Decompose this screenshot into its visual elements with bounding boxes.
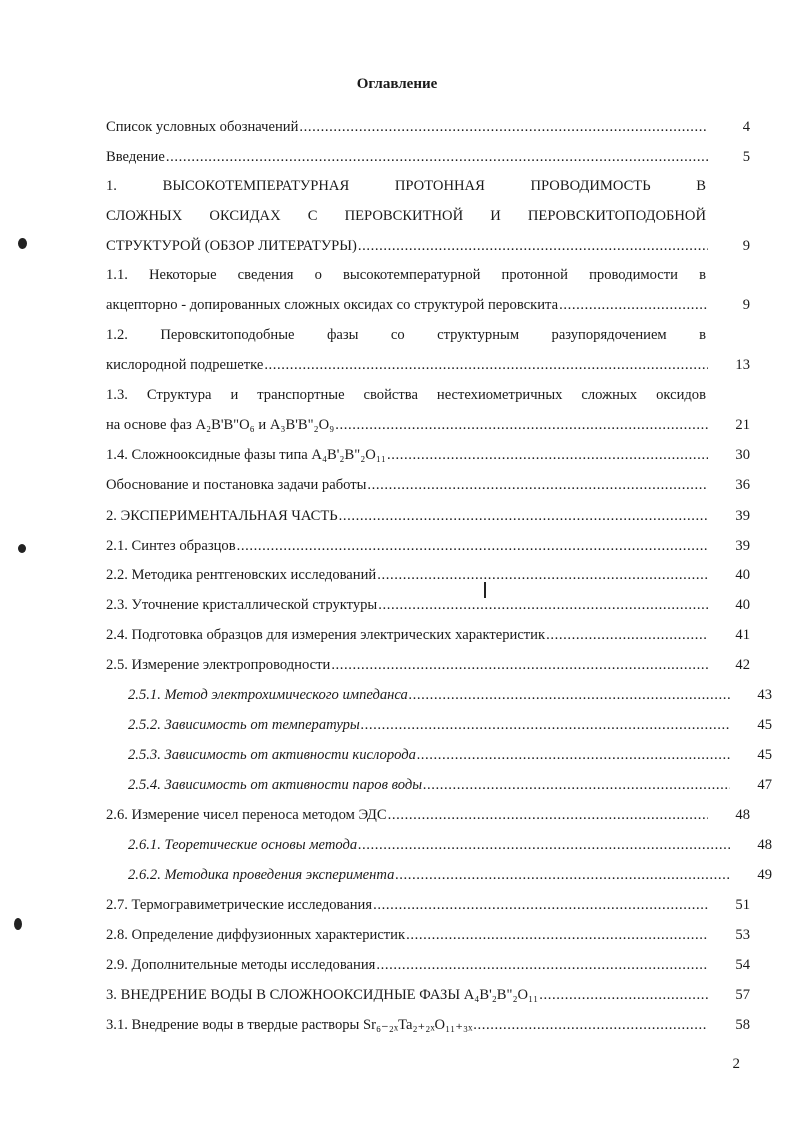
toc-entry-page: 21 bbox=[735, 417, 750, 433]
toc-subentry[interactable] bbox=[106, 770, 772, 800]
toc-entry-title: 2.5.4. Зависимость от активности паров воды bbox=[128, 777, 423, 793]
toc-entry-title: 2.7. Термогравиметрические исследования bbox=[106, 897, 373, 913]
page-title: Оглавление bbox=[356, 76, 438, 92]
toc-entry-page: 49 bbox=[757, 867, 772, 883]
leader-dots bbox=[388, 800, 708, 830]
toc-entry-title: Обоснование и постановка задачи работы bbox=[106, 477, 367, 493]
toc-entry-page: 9 bbox=[742, 297, 750, 313]
toc-entry-title: на основе фаз A₂B'B"O₆ и A₃B'B"₂O₉ bbox=[106, 417, 335, 433]
toc-entry-page: 40 bbox=[735, 567, 750, 583]
toc-subentry[interactable] bbox=[106, 710, 772, 740]
leader-dots bbox=[387, 440, 708, 470]
leader-dots bbox=[299, 112, 708, 142]
toc-entry-page: 9 bbox=[742, 238, 750, 254]
toc-entry[interactable] bbox=[106, 142, 750, 172]
toc-entry-title: 2.2. Методика рентгеновских исследований bbox=[106, 567, 377, 583]
toc-entry-title: акцепторно - допированных сложных оксидах со структурой перовскита bbox=[106, 297, 559, 313]
toc-entry-page: 54 bbox=[735, 957, 750, 973]
toc-entry-page: 36 bbox=[735, 477, 750, 493]
page-number: 2 bbox=[732, 1056, 740, 1072]
toc-entry-title: 2.4. Подготовка образцов для измерения электрических характеристик bbox=[106, 627, 546, 643]
toc-entry-page: 42 bbox=[735, 657, 750, 673]
toc-entry[interactable] bbox=[106, 440, 750, 470]
toc-entry[interactable] bbox=[106, 890, 750, 920]
scan-speck bbox=[18, 544, 26, 553]
leader-dots bbox=[237, 531, 708, 561]
leader-dots bbox=[376, 950, 708, 980]
toc-entry-page: 4 bbox=[742, 119, 750, 135]
leader-dots bbox=[378, 590, 708, 620]
leader-dots bbox=[335, 410, 708, 440]
toc-entry-title: Введение bbox=[106, 149, 165, 165]
leader-dots bbox=[166, 142, 708, 172]
toc-entry-title: 2.3. Уточнение кристаллической структуры bbox=[106, 597, 378, 613]
toc-entry-title: 2.5.1. Метод электрохимического импеданса bbox=[128, 687, 408, 703]
toc-entry-line: СЛОЖНЫХ ОКСИДАХ С ПЕРОВСКИТНОЙ И ПЕРОВСКИТОПОДОБНОЙ bbox=[106, 208, 706, 224]
leader-dots bbox=[539, 980, 708, 1010]
toc-entry[interactable] bbox=[106, 590, 750, 620]
toc-entry-chapter-1[interactable] bbox=[106, 171, 750, 261]
leader-dots bbox=[358, 231, 708, 261]
toc-entry[interactable] bbox=[106, 950, 750, 980]
toc-entry-page: 13 bbox=[735, 357, 750, 373]
scan-speck bbox=[18, 238, 27, 249]
toc-entry-title: СТРУКТУРОЙ (ОБЗОР ЛИТЕРАТУРЫ) bbox=[106, 238, 357, 254]
toc-entry[interactable] bbox=[106, 470, 750, 500]
toc-entry-page: 53 bbox=[735, 927, 750, 943]
toc-entry-title: 2.5. Измерение электропроводности bbox=[106, 657, 331, 673]
leader-dots bbox=[373, 890, 708, 920]
leader-dots bbox=[331, 650, 708, 680]
scan-speck bbox=[484, 582, 486, 598]
toc-entry-page: 40 bbox=[735, 597, 750, 613]
toc-entry[interactable] bbox=[106, 650, 750, 680]
leader-dots bbox=[409, 680, 730, 710]
toc-entry-title: 2.6.2. Методика проведения эксперимента bbox=[128, 867, 395, 883]
leader-dots bbox=[406, 920, 708, 950]
leader-dots bbox=[559, 290, 708, 320]
toc-entry-title: 2.9. Дополнительные методы исследования bbox=[106, 957, 376, 973]
toc-entry-page: 48 bbox=[757, 837, 772, 853]
scan-speck bbox=[14, 918, 22, 930]
leader-dots bbox=[423, 770, 730, 800]
toc-entry-page: 30 bbox=[735, 447, 750, 463]
leader-dots bbox=[358, 830, 730, 860]
toc-entry[interactable] bbox=[106, 112, 750, 142]
toc-subentry[interactable] bbox=[106, 830, 772, 860]
toc-subentry[interactable] bbox=[106, 680, 772, 710]
toc-entry[interactable] bbox=[106, 920, 750, 950]
toc-entry-title: кислородной подрешетке bbox=[106, 357, 264, 373]
toc-entry-title: 2.8. Определение диффузионных характеристик bbox=[106, 927, 406, 943]
toc-entry[interactable] bbox=[106, 380, 750, 440]
toc-entry-title: 2.6.1. Теоретические основы метода bbox=[128, 837, 358, 853]
toc-entry-page: 43 bbox=[757, 687, 772, 703]
toc-entry-line: 1.1. Некоторые сведения о высокотемпературной протонной проводимости в bbox=[106, 267, 706, 283]
toc-entry-title: 1.4. Сложнооксидные фазы типа A₄B'₂B"₂O₁₁ bbox=[106, 447, 387, 463]
toc-entry-page: 57 bbox=[735, 987, 750, 1003]
toc-entry-title: 2.5.3. Зависимость от активности кислорода bbox=[128, 747, 416, 763]
toc-entry-page: 39 bbox=[735, 508, 750, 524]
toc-entry[interactable] bbox=[106, 531, 750, 561]
toc-entry-line: 1. ВЫСОКОТЕМПЕРАТУРНАЯ ПРОТОННАЯ ПРОВОДИМОСТЬ В bbox=[106, 178, 706, 194]
toc-entry-title: 3. ВНЕДРЕНИЕ ВОДЫ В СЛОЖНООКСИДНЫЕ ФАЗЫ A₄B'₂B"₂O₁₁ bbox=[106, 987, 539, 1003]
leader-dots bbox=[339, 501, 708, 531]
toc-entry[interactable] bbox=[106, 800, 750, 830]
toc-entry-chapter-3[interactable] bbox=[106, 980, 750, 1010]
leader-dots bbox=[395, 860, 730, 890]
toc-entry[interactable] bbox=[106, 620, 750, 650]
toc-entry[interactable] bbox=[106, 1010, 750, 1040]
leader-dots bbox=[417, 740, 730, 770]
leader-dots bbox=[264, 350, 708, 380]
toc-entry-page: 45 bbox=[757, 717, 772, 733]
toc-entry-page: 39 bbox=[735, 538, 750, 554]
toc-subentry[interactable] bbox=[106, 860, 772, 890]
toc-entry-title: 3.1. Внедрение воды в твердые растворы Sr₆₋₂ₓTa₂₊₂ₓO₁₁₊₃ₓ bbox=[106, 1017, 473, 1033]
leader-dots bbox=[546, 620, 708, 650]
toc-entry-title: 2.5.2. Зависимость от температуры bbox=[128, 717, 360, 733]
toc-entry[interactable] bbox=[106, 320, 750, 380]
toc-entry[interactable] bbox=[106, 560, 750, 590]
toc-entry-page: 5 bbox=[742, 149, 750, 165]
toc-entry-title: 2.6. Измерение чисел переноса методом ЭДС bbox=[106, 807, 387, 823]
toc-entry-page: 51 bbox=[735, 897, 750, 913]
leader-dots bbox=[367, 470, 708, 500]
toc-entry[interactable] bbox=[106, 260, 750, 320]
leader-dots bbox=[361, 710, 730, 740]
toc-entry-page: 41 bbox=[735, 627, 750, 643]
toc-entry-line: 1.3. Структура и транспортные свойства нестехиометричных сложных оксидов bbox=[106, 387, 706, 403]
toc-entry-title: 2.1. Синтез образцов bbox=[106, 538, 236, 554]
toc-entry-title: Список условных обозначений bbox=[106, 119, 299, 135]
toc-entry-page: 58 bbox=[735, 1017, 750, 1033]
toc-subentry[interactable] bbox=[106, 740, 772, 770]
leader-dots bbox=[473, 1010, 708, 1040]
toc-entry-page: 45 bbox=[757, 747, 772, 763]
toc-entry-line: 1.2. Перовскитоподобные фазы со структурным разупорядочением в bbox=[106, 327, 706, 343]
toc-entry-page: 47 bbox=[757, 777, 772, 793]
leader-dots bbox=[377, 560, 708, 590]
toc-entry-page: 48 bbox=[735, 807, 750, 823]
toc-entry-title: 2. ЭКСПЕРИМЕНТАЛЬНАЯ ЧАСТЬ bbox=[106, 508, 338, 524]
toc-entry[interactable] bbox=[106, 501, 750, 531]
